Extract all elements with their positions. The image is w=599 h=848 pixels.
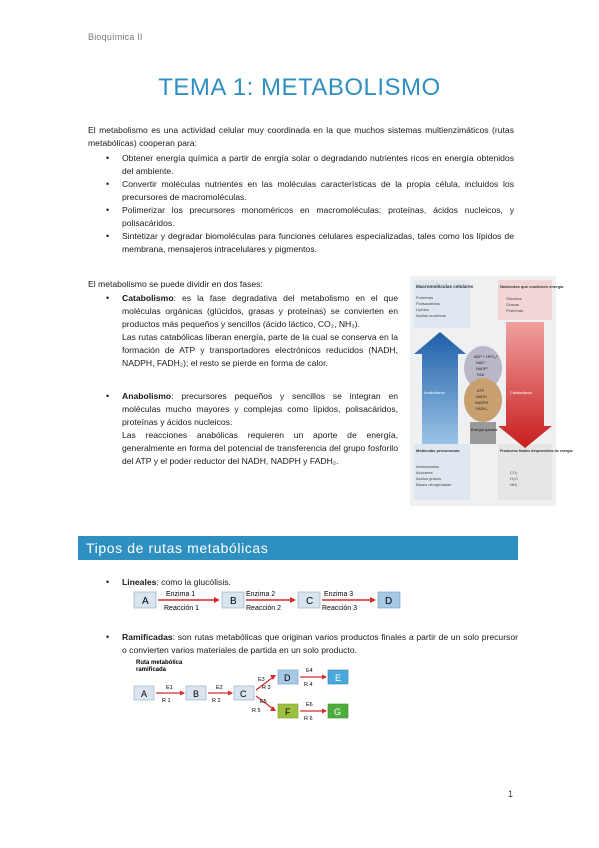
precursor-item: Ácidos grasos bbox=[416, 476, 442, 481]
branched-pathway-diagram bbox=[130, 658, 390, 722]
phases-list bbox=[88, 292, 398, 482]
metabolism-diagram bbox=[410, 276, 573, 506]
node-label: B bbox=[193, 689, 200, 699]
reaction-label: Reacción 2 bbox=[246, 605, 282, 612]
cofactor-label: ADP + HPO₄²⁻ bbox=[474, 355, 500, 359]
enzyme-label: E4 bbox=[306, 668, 313, 674]
nutrients-title: Nutrientes que contienen energía bbox=[500, 284, 564, 289]
metabolism-figure bbox=[410, 276, 573, 506]
enzyme-label: E1 bbox=[166, 685, 173, 691]
diagram-title: Ruta metabólica bbox=[136, 660, 183, 666]
diagram-title: ramificada bbox=[136, 667, 167, 673]
branched-term: Ramificadas bbox=[122, 632, 173, 642]
anabolism-text: : precursores pequeños y sencillos se integran en moléculas mucho mayores y complejas como lípidos, polisacáridos, proteínas y ácidos nucleicos. bbox=[122, 391, 398, 427]
anabolism-text-2: Las reacciones anabólicas requieren un aporte de energía, generalmente en forma del potencial de transferencia del grupo fosforilo del ATP y el poder reductor del NADH, NADPH y FADH₂. bbox=[122, 430, 398, 466]
reaction-label: R 4 bbox=[304, 682, 313, 688]
product-item: H₂O bbox=[510, 476, 518, 481]
arrow-head bbox=[322, 709, 327, 714]
reaction-label: R 5 bbox=[252, 708, 261, 714]
arrow-head bbox=[290, 597, 296, 603]
arrow-head bbox=[214, 597, 220, 603]
anabolism-arrow bbox=[414, 332, 466, 444]
enzyme-label: E3 bbox=[258, 677, 265, 683]
reaction-label: Reacción 1 bbox=[164, 605, 200, 612]
linear-pathway-diagram bbox=[130, 586, 430, 616]
list-item: • Obtener energía química a partir de enrgía solar o degradando nutrientes ricos en energía obtenidos del ambiente. bbox=[88, 152, 514, 178]
routes-section bbox=[88, 576, 518, 722]
running-header: Bioquímica II bbox=[88, 32, 143, 42]
arrow-head bbox=[228, 691, 233, 696]
anabolism-term: Anabolismo bbox=[122, 391, 172, 401]
node-label: E bbox=[335, 673, 342, 683]
cofactor-label: NAD⁺ bbox=[476, 361, 487, 365]
enzyme-label: Enzima 3 bbox=[324, 591, 354, 598]
reaction-label: Reacción 3 bbox=[322, 605, 358, 612]
route-list-2 bbox=[88, 631, 518, 657]
energy-label: Energía química bbox=[471, 428, 498, 432]
node-label: D bbox=[385, 596, 393, 607]
cofactor-label: FADH₂ bbox=[476, 407, 488, 411]
precursors-title: Moléculas precursoras bbox=[416, 448, 460, 453]
catabolism-item bbox=[88, 292, 398, 370]
enzyme-label: Enzima 2 bbox=[246, 591, 276, 598]
anabolism-label: Anabolismo bbox=[424, 390, 445, 395]
node-label: F bbox=[285, 707, 291, 717]
page-title: TEMA 1: METABOLISMO bbox=[158, 74, 441, 101]
catabolism-text-2: Las rutas catabólicas liberan energía, parte de la cual se conserva en la formación de ATP y transportadores electrónicos reducidos (NADH, NADPH, FADH₂); el resto se pierde en forma de calor. bbox=[122, 332, 398, 368]
catabolism-term: Catabolismo bbox=[122, 293, 174, 303]
reaction-label: R 2 bbox=[212, 698, 221, 704]
macro-title: Macromoléculas celulares bbox=[416, 284, 474, 289]
macro-item: Lípidos bbox=[416, 307, 429, 312]
page-number: 1 bbox=[508, 789, 514, 799]
reaction-label: R 3 bbox=[262, 685, 271, 691]
energy-box bbox=[470, 422, 496, 444]
node-label: A bbox=[142, 596, 149, 607]
macro-item: Polisacáridos bbox=[416, 301, 440, 306]
arrow-head bbox=[180, 691, 185, 696]
list-item: • Sintetizar y degradar biomoléculas para funciones celulares especializadas, tales como los lípidos de membrana, mensajeros intracelulares y pigmentos. bbox=[88, 230, 514, 256]
cofactor-label: NADPH bbox=[475, 401, 489, 405]
nutrient-item: Glúcidos bbox=[506, 296, 522, 301]
linear-term: Lineales bbox=[122, 577, 157, 587]
macro-item: Ácidos nucleicos bbox=[416, 313, 446, 318]
cofactor-label: ATP bbox=[477, 389, 485, 393]
intro-list bbox=[88, 152, 514, 256]
catabolism-arrow bbox=[498, 322, 552, 448]
phases-intro: El metabolismo se puede dividir en dos fases: bbox=[88, 279, 263, 289]
precursor-item: Aminoácidos bbox=[416, 464, 439, 469]
arrow-head bbox=[322, 675, 327, 680]
enzyme-label: E6 bbox=[306, 702, 313, 708]
linear-text: : como la glucólisis. bbox=[156, 577, 231, 587]
intro-paragraph: El metabolismo es una actividad celular muy coordinada en la que muchos sistemas multienzimáticos (rutas metabólicas) cooperan para: bbox=[88, 125, 514, 148]
branched-item bbox=[88, 631, 518, 657]
cofactor-label: NADH bbox=[476, 395, 487, 399]
enzyme-label: Enzima 1 bbox=[166, 591, 196, 598]
cofactor-reduced bbox=[464, 378, 502, 422]
branched-text: : son rutas metabólicas que originan varios productos finales a partir de un solo precursor o convierten varios materiales de partida en un solo producto. bbox=[122, 632, 518, 655]
catabolism-label: Catabolismo bbox=[510, 390, 533, 395]
precursor-item: Azúcares bbox=[416, 470, 433, 475]
products-title: Productos finales desprovistos de energía bbox=[500, 449, 573, 453]
reaction-label: R 6 bbox=[304, 716, 313, 722]
anabolism-item bbox=[88, 390, 398, 468]
product-item: CO₂ bbox=[510, 470, 518, 475]
list-item: • Polimerizar los precursores monoméricos en macromoléculas: proteínas, ácidos nucleicos, y polisacáridos. bbox=[88, 204, 514, 230]
node-label: G bbox=[334, 707, 342, 717]
catabolism-text: : es la fase degradativa del metabolismo en el que moléculas orgánicas (glúcidos, grasas y proteínas) se convierten en productos más pequeños y sencillos (ácido láctico, CO₂, NH₃). bbox=[122, 293, 398, 329]
product-item: NH₃ bbox=[510, 482, 518, 487]
macro-item: Proteínas bbox=[416, 295, 434, 300]
arrow-head bbox=[370, 597, 376, 603]
list-item: • Convertir moléculas nutrientes en las moléculas características de la propia célula, incluidos los precursores de macromoléculas. bbox=[88, 178, 514, 204]
cofactor-label: FAD bbox=[477, 373, 485, 377]
nutrient-item: Proteínas bbox=[506, 308, 524, 313]
enzyme-label: E2 bbox=[216, 685, 223, 691]
enzyme-label: E5 bbox=[260, 699, 267, 705]
reaction-label: R 1 bbox=[162, 698, 171, 704]
node-label: C bbox=[240, 689, 247, 699]
precursor-item: Bases nitrogenadas bbox=[416, 482, 452, 487]
node-label: A bbox=[141, 689, 148, 699]
cofactor-label: NADP⁺ bbox=[476, 367, 489, 371]
section-heading: Tipos de rutas metabólicas bbox=[78, 536, 518, 560]
nutrient-item: Grasas bbox=[506, 302, 519, 307]
node-label: D bbox=[284, 673, 291, 683]
node-label: C bbox=[306, 596, 314, 607]
node-label: B bbox=[230, 596, 237, 607]
